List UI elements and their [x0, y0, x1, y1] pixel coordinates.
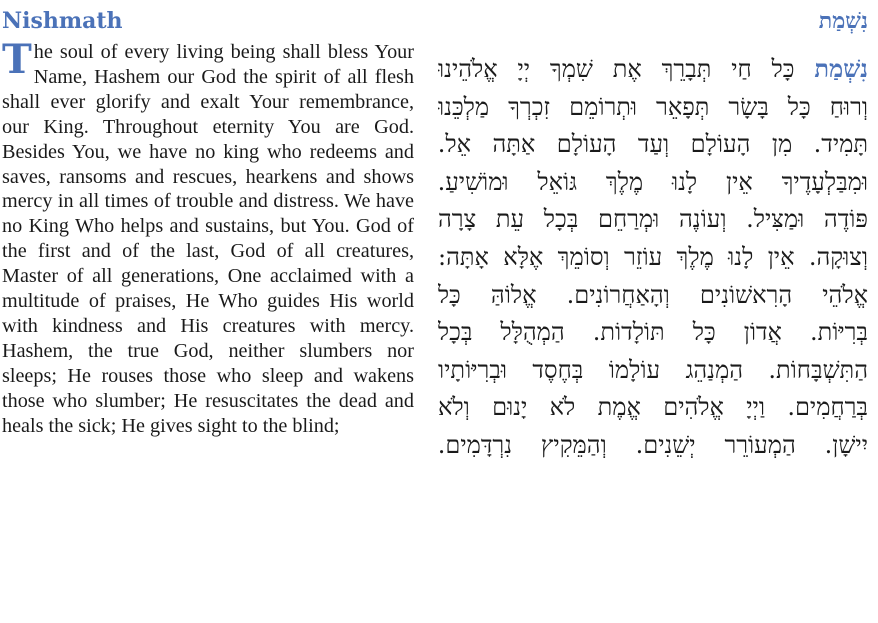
drop-cap: T — [2, 36, 32, 83]
hebrew-line: פּוֹדֶה וּמַצִּיל. וְעוֹנֶה וּמְרַחֵם בְּכָל עֵת צָרָה — [438, 205, 868, 234]
hebrew-line: יִישָׁן. הַמְעוֹרֵר יְשֵׁנִים. וְהַמֵּקִיץ נִרְדָּמִים. — [438, 430, 868, 459]
english-column — [2, 6, 414, 439]
hebrew-title: נִשְׁמַת — [818, 8, 868, 34]
english-body — [2, 36, 414, 439]
hebrew-line: אֱלֹהֵי הָרִאשׁוֹנִים וְהָאַחֲרוֹנִים. אֱלוֹהַּ כָּל — [438, 280, 868, 309]
english-title: Nishmath — [2, 8, 123, 34]
hebrew-line: בְּרִיּוֹת. אֲדוֹן כָּל תּוֹלָדוֹת. הַמְהֻלָּל בְּכָל — [438, 318, 868, 347]
hebrew-line: תָּמִיד. מִן הָעוֹלָם וְעַד הָעוֹלָם אַתָּה אֵל. — [438, 130, 868, 159]
hebrew-first-word: נִשְׁמַת — [814, 54, 868, 83]
hebrew-line: הַתִּשְׁבָּחוֹת. הַמְנַהֵג עוֹלָמוֹ בְּחֶסֶד וּבְרִיּוֹתָיו — [438, 355, 868, 384]
english-body-text: he soul of every living being shall bless Your Name, Hashem our God the spirit of all flesh shall ever glorify and exalt Your remembrance, our King. Throughout eternity You are God. Besides You, we have no king who redeems and saves, ransoms and rescues, hearkens and shows mercy in all times of trouble and distress. We have no King Who helps and sustains, but You. God of the first and of the last, God of all creatures, Master of all generations, One acclaimed with a multitude of praises, He Who guides His world with kindness and His creatures with mercy. Hashem, the true God, neither slumbers nor sleeps; He rouses those who sleep and wakens those who slumber; He resuscitates the dead and heals the sick; He gives sight to the blind; — [2, 41, 414, 437]
hebrew-line: בְּרַחֲמִים. וַיְיָ אֱלֹהִים אֱמֶת לֹא יָנוּם וְלֹא — [438, 393, 868, 422]
hebrew-line: וְרוּחַ כָּל בָּשָׂר תְּפָאֵר וּתְרוֹמֵם זִכְרְךָ מַלְכֵּנוּ — [438, 92, 868, 121]
hebrew-line: נִשְׁמַת כָּל חַי תְּבָרֵךְ אֶת שִׁמְךָ יְיָ אֱלֹהֵינוּ — [438, 54, 868, 83]
hebrew-line: וּמִבַּלְעָדֶיךָ אֵין לָנוּ מֶלֶךְ גּוֹאֵל וּמוֹשִׁיעַ. — [438, 167, 868, 196]
hebrew-body — [438, 50, 868, 465]
hebrew-column — [438, 6, 868, 465]
hebrew-line: וְצוּקָה. אֵין לָנוּ מֶלֶךְ עוֹזֵר וְסוֹמֵךְ אֶלָּא אָתָּה: — [438, 242, 868, 271]
